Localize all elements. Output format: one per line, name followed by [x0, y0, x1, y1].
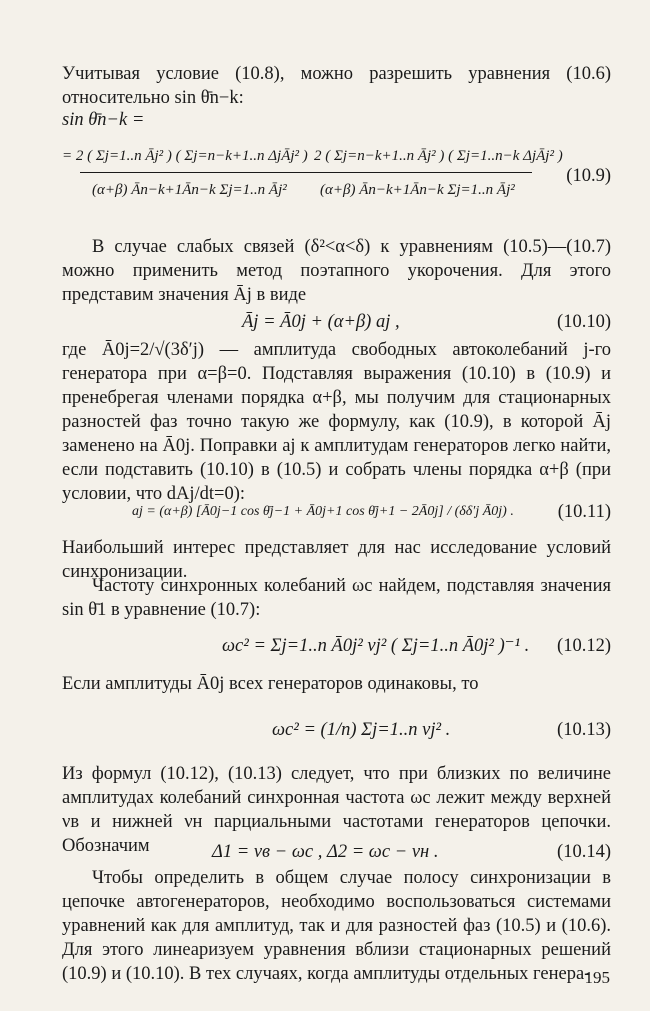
paragraph-3: где Ā0j=2/√(3δ′j) — амплитуда свободных автоколебаний j-го генератора при α=β=0. Подставляя выражения (10.10) в (10.9) и пренебрегая членами порядка α+β, мы получим для стационарных разностей фаз точно такую же формулу, как (10.9), в которой Āj заменено на Ā0j. Поправки aj к амплитудам генераторов легко найти, если подставить (10.10) в (10.5) и собрать члены порядка α+β (при условии, что dAj/dt=0): [62, 340, 611, 504]
equation-10-10 [62, 304, 611, 340]
equation-10-11-number: (10.11) [557, 502, 611, 522]
equation-10-9-denominator-2: (α+β) Ān−k+1Ān−k Σj=1..n Āj² [320, 182, 515, 198]
fraction-bar-1 [80, 172, 314, 173]
paragraph-2: В случае слабых связей (δ²<α<δ) к уравнениям (10.5)—(10.7) можно применить метод поэтапного укорочения. Для этого представим значения Āj в виде [62, 237, 611, 305]
equation-10-12-number: (10.12) [557, 636, 611, 656]
equation-10-12 [62, 628, 611, 664]
equation-10-9-denominator-1: (α+β) Ān−k+1Ān−k Σj=1..n Āj² [92, 182, 287, 198]
fraction-bar-2 [314, 172, 532, 173]
equation-10-13-number: (10.13) [557, 720, 611, 740]
paragraph-8: Чтобы определить в общем случае полосу синхронизации в цепочке автогенераторов, необходимо воспользоваться системами уравнений как для амплитуд, так и для разностей фаз (10.5) и (10.6). Для этого линеаризуем уравнения вблизи стационарных решений (10.9) и (10.10). В тех случаях, когда амплитуды отдельных генера- [62, 868, 611, 984]
equation-10-9-numerator-1: = 2 ( Σj=1..n Āj² ) ( Σj=n−k+1..n ΔjĀj² ) [62, 148, 308, 164]
equation-10-10-body: Āj = Ā0j + (α+β) aj , [242, 312, 400, 332]
equation-10-9-number: (10.9) [566, 166, 611, 186]
equation-10-14 [62, 834, 611, 870]
paragraph-1: Учитывая условие (10.8), можно разрешить уравнения (10.6) относительно sin θ̄n−k: [62, 64, 611, 108]
equation-10-9-numerator-2: 2 ( Σj=n−k+1..n Āj² ) ( Σj=1..n−k ΔjĀj² ) [314, 148, 563, 164]
equation-10-13 [62, 712, 611, 748]
paragraph-5: Частоту синхронных колебаний ωc найдем, подставляя значения sin θ̄1 в уравнение (10.7): [62, 576, 611, 620]
equation-10-14-number: (10.14) [557, 842, 611, 862]
equation-10-10-number: (10.10) [557, 312, 611, 332]
page-number: 195 [584, 968, 610, 987]
equation-10-12-body: ωc² = Σj=1..n Ā0j² νj² ( Σj=1..n Ā0j² )⁻¹ . [222, 636, 530, 656]
equation-10-9 [62, 108, 611, 228]
equation-10-13-body: ωc² = (1/n) Σj=1..n νj² . [272, 720, 451, 740]
paragraph-4: Наибольший интерес представляет для нас исследование условий синхронизации. [62, 538, 611, 582]
paragraph-7: Из формул (10.12), (10.13) следует, что при близких по величине амплитудах колебаний синхронная частота ωc лежит между верхней νв и нижней νн парциальными частотами генераторов цепочки. Обозначим [62, 764, 611, 856]
equation-10-11 [62, 490, 611, 526]
paragraph-6: Если амплитуды Ā0j всех генераторов одинаковы, то [62, 674, 479, 694]
equation-10-9-lhs: sin θ̄n−k = [62, 110, 145, 130]
equation-10-14-body: Δ1 = νв − ωc , Δ2 = ωc − νн . [212, 842, 439, 862]
equation-10-11-body: aj = (α+β) [Ā0j−1 cos θ̄j−1 + Ā0j+1 cos θ̄j+1 − 2Ā0j] / (δδ′j Ā0j) . [132, 504, 514, 519]
